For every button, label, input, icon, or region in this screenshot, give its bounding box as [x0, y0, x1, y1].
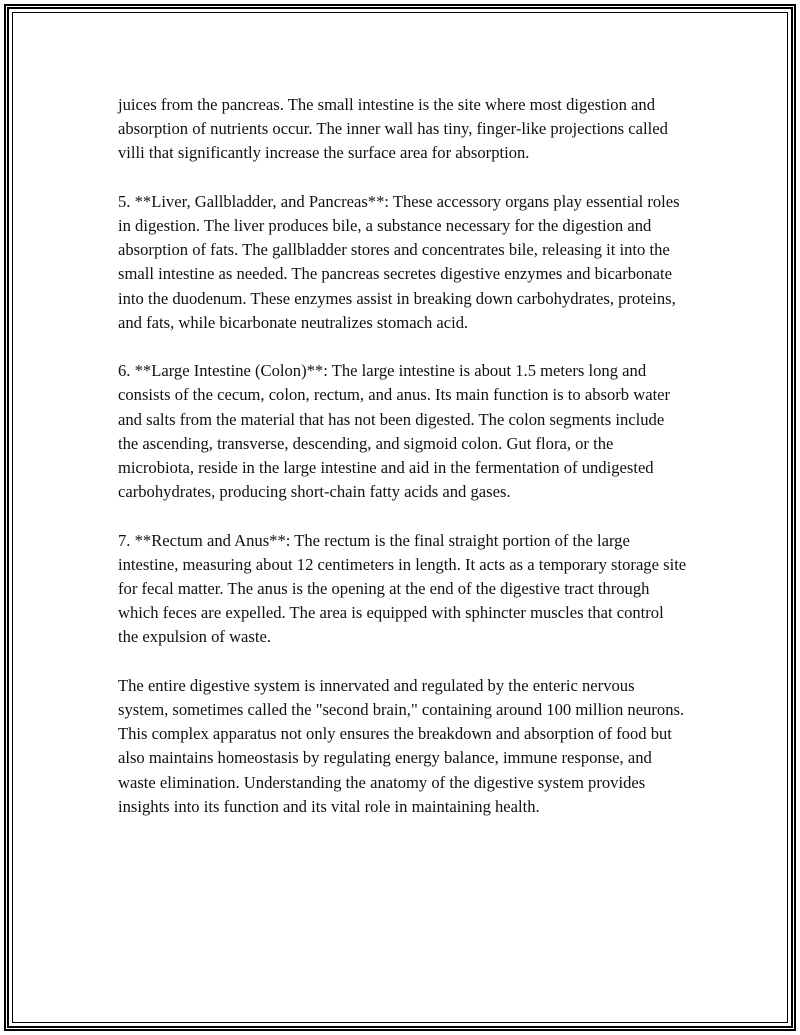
document-body	[118, 93, 688, 843]
paragraph-conclusion: The entire digestive system is innervated and regulated by the enteric nervous system, sometimes called the "second brain," containing around 100 million neurons. This complex apparatus not only ensures the breakdown and absorption of food but also maintains homeostasis by regulating energy balance, immune response, and waste elimination. Understanding the anatomy of the digestive system provides insights into its function and its vital role in maintaining health.	[118, 675, 685, 816]
paragraph-small-intestine-continued: juices from the pancreas. The small intestine is the site where most digestion and absorption of nutrients occur. The inner wall has tiny, finger-like projections called villi that significantly increase the surface area for absorption.	[118, 95, 668, 163]
paragraph-rectum-anus: 7. **Rectum and Anus**: The rectum is the final straight portion of the large intestine, measuring about 12 centimeters in length. It acts as a temporary storage site for fecal matter. The anus is the opening at the end of the digestive tract through which feces are expelled. The area is equipped with sphincter muscles that control the expulsion of waste.	[118, 530, 687, 647]
paragraph-liver-gallbladder-pancreas: 5. **Liver, Gallbladder, and Pancreas**: These accessory organs play essential roles in digestion. The liver produces bile, a substance necessary for the digestion and absorption of fats. The gallbladder stores and concentrates bile, releasing it into the small intestine as needed. The pancreas secretes digestive enzymes and bicarbonate into the duodenum. These enzymes assist in breaking down carbohydrates, proteins, and fats, while bicarbonate neutralizes stomach acid.	[118, 191, 680, 332]
paragraph-large-intestine: 6. **Large Intestine (Colon)**: The large intestine is about 1.5 meters long and consists of the cecum, colon, rectum, and anus. Its main function is to absorb water and salts from the material that has not been digested. The colon segments include the ascending, transverse, descending, and sigmoid colon. Gut flora, or the microbiota, reside in the large intestine and aid in the fermentation of undigested carbohydrates, producing short-chain fatty acids and gases.	[118, 361, 671, 502]
